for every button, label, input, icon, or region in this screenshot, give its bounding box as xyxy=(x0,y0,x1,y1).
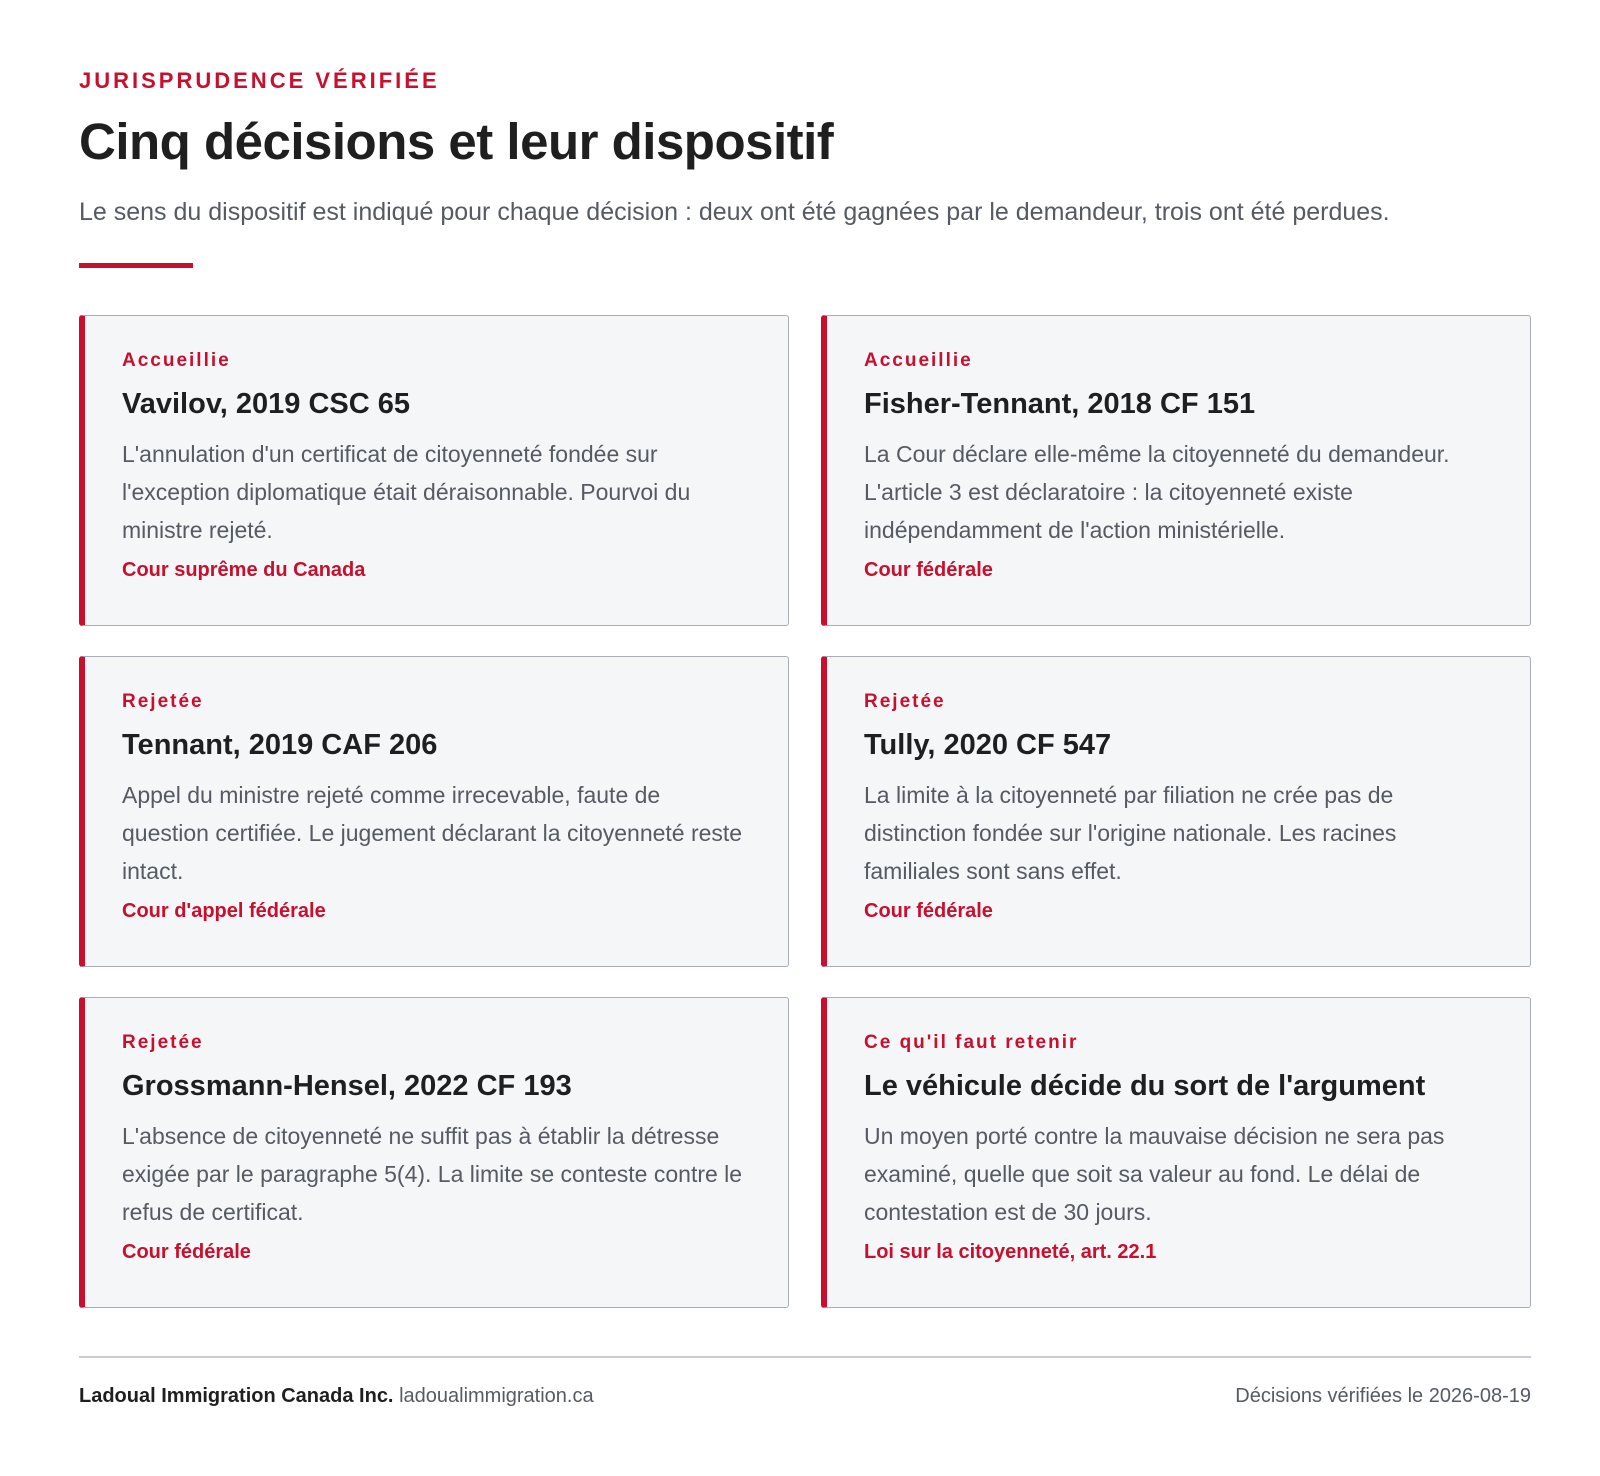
company-name: Ladoual Immigration Canada Inc. xyxy=(79,1385,394,1407)
card-outcome-tag: Rejetée xyxy=(122,691,204,712)
decision-card xyxy=(79,656,789,967)
card-summary: L'annulation d'un certificat de citoyenneté fondée sur l'exception diplomatique était déraisonnable. Pourvoi du ministre rejeté. xyxy=(122,441,691,543)
card-outcome-tag: Accueillie xyxy=(122,350,231,371)
eyebrow-label: JURISPRUDENCE VÉRIFIÉE xyxy=(79,68,440,93)
page-subtitle: Le sens du dispositif est indiqué pour chaque décision : deux ont été gagnées par le demandeur, trois ont été perdues. xyxy=(79,198,1390,226)
footer-brand xyxy=(79,1385,594,1408)
card-court: Cour fédérale xyxy=(864,559,993,581)
card-summary: La Cour déclare elle-même la citoyenneté du demandeur. L'article 3 est déclaratoire : la citoyenneté existe indépendamment de l'action ministérielle. xyxy=(864,441,1450,543)
decision-card xyxy=(821,315,1531,626)
footer-divider xyxy=(79,1356,1531,1358)
card-title: Tully, 2020 CF 547 xyxy=(864,729,1112,761)
card-court: Cour fédérale xyxy=(122,1241,251,1263)
verification-date: Décisions vérifiées le 2026-08-19 xyxy=(1235,1385,1531,1407)
card-court: Cour fédérale xyxy=(864,900,993,922)
takeaway-card xyxy=(821,997,1531,1308)
card-title: Tennant, 2019 CAF 206 xyxy=(122,729,438,761)
decision-card xyxy=(79,315,789,626)
card-summary: Un moyen porté contre la mauvaise décision ne sera pas examiné, quelle que soit sa valeur au fond. Le délai de contestation est de 30 jours. xyxy=(864,1123,1445,1225)
card-title: Grossmann-Hensel, 2022 CF 193 xyxy=(122,1070,572,1102)
card-summary: La limite à la citoyenneté par filiation ne crée pas de distinction fondée sur l'origine nationale. Les racines familiales sont sans effet. xyxy=(864,782,1397,884)
card-title: Fisher-Tennant, 2018 CF 151 xyxy=(864,388,1256,420)
page-title: Cinq décisions et leur dispositif xyxy=(79,113,834,170)
card-court: Cour suprême du Canada xyxy=(122,559,366,581)
card-summary: L'absence de citoyenneté ne suffit pas à établir la détresse exigée par le paragraphe 5(4). La limite se conteste contre le refus de certificat. xyxy=(122,1123,743,1225)
card-law-reference: Loi sur la citoyenneté, art. 22.1 xyxy=(864,1241,1157,1263)
card-court: Cour d'appel fédérale xyxy=(122,900,326,922)
card-takeaway-tag: Ce qu'il faut retenir xyxy=(864,1032,1079,1053)
card-title: Vavilov, 2019 CSC 65 xyxy=(122,388,411,420)
card-outcome-tag: Rejetée xyxy=(864,691,946,712)
card-summary: Appel du ministre rejeté comme irrecevable, faute de question certifiée. Le jugement déclarant la citoyenneté reste intact. xyxy=(122,782,743,884)
decision-card xyxy=(821,656,1531,967)
accent-divider xyxy=(79,263,193,268)
decision-grid xyxy=(79,315,1531,1308)
card-title: Le véhicule décide du sort de l'argument xyxy=(864,1070,1426,1102)
card-outcome-tag: Rejetée xyxy=(122,1032,204,1053)
card-outcome-tag: Accueillie xyxy=(864,350,973,371)
decision-card xyxy=(79,997,789,1308)
website-link[interactable]: ladoualimmigration.ca xyxy=(399,1385,594,1407)
